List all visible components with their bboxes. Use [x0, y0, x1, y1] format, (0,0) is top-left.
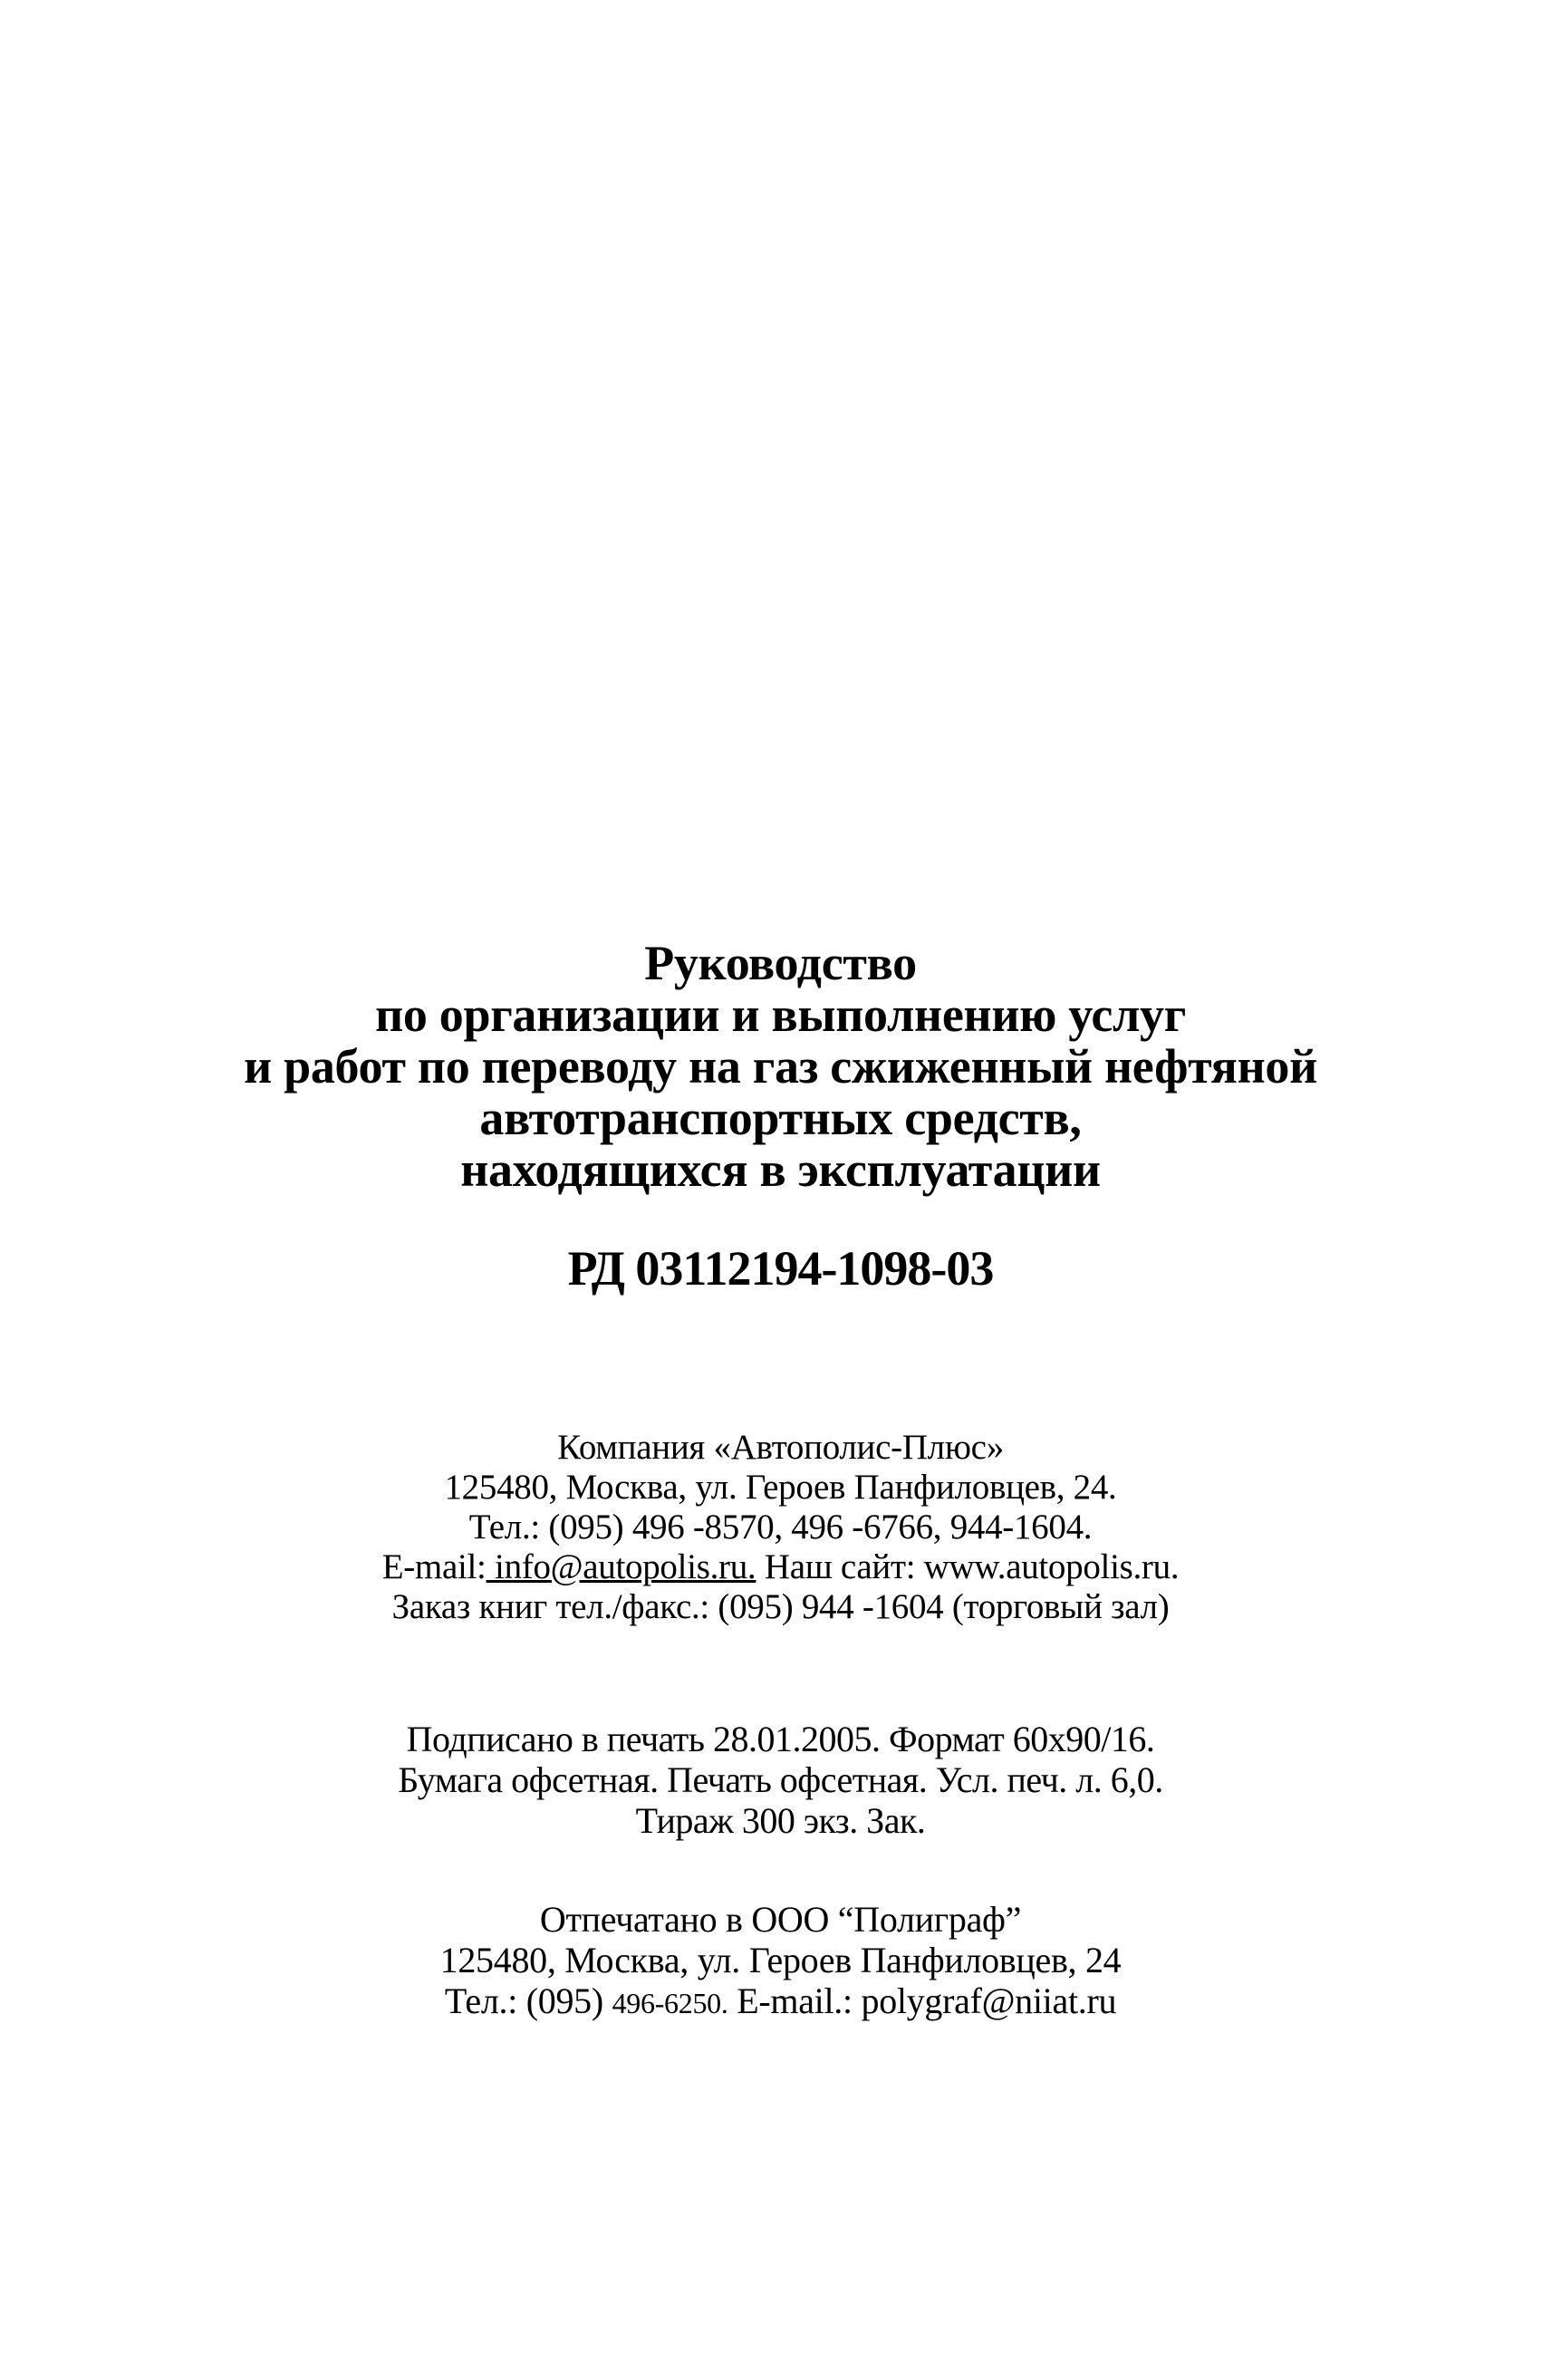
title-line-1: Руководство	[644, 936, 917, 990]
print-details-line-2: Бумага офсетная. Печать офсетная. Усл. печ. л. 6,0.	[398, 1759, 1163, 1800]
printer-name: Отпечатано в ООО “Полиграф”	[539, 1899, 1022, 1940]
title-line-5: находящихся в эксплуатации	[460, 1142, 1101, 1197]
printer-phone-label: Тел.: (095)	[444, 1980, 612, 2021]
publisher-info	[0, 1428, 1561, 1627]
printer-info	[0, 1899, 1561, 2024]
document-title	[0, 938, 1561, 1196]
title-line-3: и работ по переводу на газ сжиженный нефтяной	[244, 1039, 1317, 1094]
publisher-email-link[interactable]: info@autopolis.ru.	[486, 1547, 756, 1586]
printer-email: E-mail.: polygraf@niiat.ru	[728, 1980, 1117, 2021]
publisher-phones: Тел.: (095) 496 -8570, 496 -6766, 944-1604.	[468, 1508, 1093, 1547]
document-code	[0, 1241, 1561, 1296]
document-code-text: РД 03112194-1098-03	[567, 1241, 994, 1296]
print-details-line-3: Тираж 300 экз. Зак.	[635, 1800, 926, 1841]
publisher-email-label: E-mail:	[381, 1547, 487, 1586]
publisher-contacts	[0, 1547, 1561, 1587]
publisher-site: Наш сайт: www.autopolis.ru.	[756, 1547, 1180, 1586]
title-line-4: автотранспортных средств,	[479, 1091, 1082, 1145]
printer-contacts	[0, 1980, 1561, 2024]
printer-address: 125480, Москва, ул. Героев Панфиловцев, 24	[439, 1940, 1122, 1980]
printer-phone: 496-6250.	[612, 1987, 728, 2019]
title-line-2: по организации и выполнению услуг	[375, 988, 1186, 1042]
publisher-orders: Заказ книг тел./факс.: (095) 944 -1604 (торговый зал)	[391, 1587, 1170, 1626]
print-details-line-1: Подписано в печать 28.01.2005. Формат 60х90/16.	[406, 1719, 1155, 1759]
print-details	[0, 1719, 1561, 1841]
publisher-address: 125480, Москва, ул. Героев Панфиловцев, 24.	[444, 1468, 1117, 1507]
publisher-company: Компания «Автополис-Плюс»	[557, 1428, 1004, 1467]
